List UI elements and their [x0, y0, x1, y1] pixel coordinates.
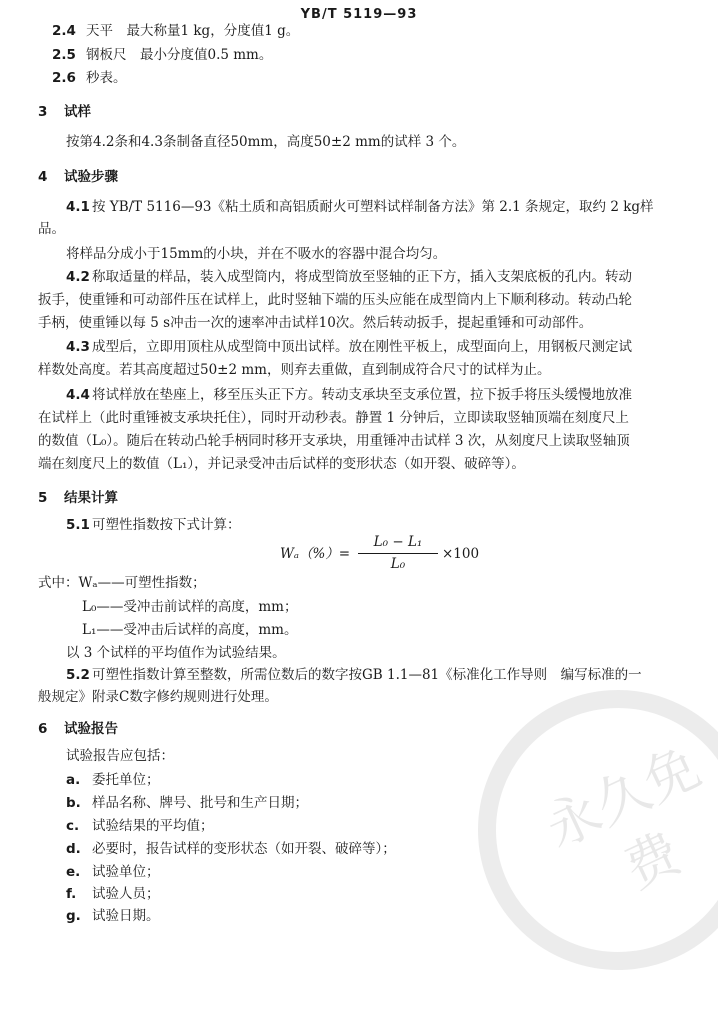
report-item: c. 试验结果的平均值；	[66, 818, 214, 834]
report-item: d. 必要时，报告试样的变形状态（如开裂、破碎等）；	[66, 841, 396, 857]
clause-4-1-para: 将样品分成小于15mm的小块，并在不吸水的容器中混合均匀。	[66, 246, 447, 262]
formula-numerator: L₀ − L₁	[358, 532, 438, 554]
report-item: a. 委托单位；	[66, 772, 160, 788]
report-intro: 试验报告应包括：	[66, 748, 174, 764]
formula-lhs: Wₐ（%）=	[280, 546, 351, 562]
result-note: 以 3 个试样的平均值作为试验结果。	[66, 645, 286, 661]
variable-definition: L₁——受冲击后试样的高度，mm。	[82, 622, 298, 638]
clause-4-2-line: 扳手，使重锤和可动部件压在试样上，此时竖轴下端的压头应能在成型筒内上下顺利移动。转动凸轮	[38, 292, 632, 308]
clause-5-1: 5.1 可塑性指数按下式计算：	[66, 517, 241, 533]
clause-4-1-line: 4.1 按 YB/T 5116—93《粘土质和高铝质耐火可塑料试样制备方法》第 2.1 条规定，取约 2 kg样	[66, 199, 654, 215]
clause-4-1-line: 品。	[38, 221, 65, 237]
clause-2-4: 2.4 天平 最大称量1 kg，分度值1 g。	[52, 23, 300, 39]
clause-4-4-line: 4.4 将试样放在垫座上，移至压头正下方。转动支承块至支承位置，拉下扳手将压头缓慢地放准	[66, 387, 632, 403]
clause-4-4-line: 端在刻度尺上的数值（L₁），并记录受冲击后试样的变形状态（如开裂、破碎等）。	[38, 456, 525, 472]
report-item: b. 样品名称、牌号、批号和生产日期；	[66, 795, 308, 811]
section-3-text: 按第4.2条和4.3条制备直径50mm，高度50±2 mm的试样 3 个。	[66, 134, 466, 150]
report-item: e. 试验单位；	[66, 864, 160, 880]
report-item: f. 试验人员；	[66, 886, 160, 902]
formula-fraction	[358, 532, 438, 575]
section-4-heading: 4 试验步骤	[38, 169, 118, 185]
clause-2-5: 2.5 钢板尺 最小分度值0.5 mm。	[52, 47, 273, 63]
variable-definition: L₀——受冲击前试样的高度，mm；	[82, 599, 298, 615]
section-6-heading: 6 试验报告	[38, 721, 118, 737]
clause-4-4-line: 在试样上（此时重锤被支承块托住），同时开动秒表。静置 1 分钟后，立即读取竖轴顶端在刻度尺上	[38, 410, 629, 426]
report-item: g. 试验日期。	[66, 908, 160, 924]
clause-4-4-line: 的数值（L₀）。随后在转动凸轮手柄同时移开支承块，用重锤冲击试样 3 次，从刻度尺上读取竖轴顶	[38, 433, 630, 449]
watermark-seal	[432, 644, 718, 1016]
section-3-heading: 3 试样	[38, 104, 91, 120]
watermark-text: 永久免费	[535, 734, 710, 901]
clause-4-3-line: 4.3 成型后，立即用顶柱从成型筒中顶出试样。放在刚性平板上，成型面向上，用钢板尺测定试	[66, 339, 632, 355]
clause-4-3-line: 样数处高度。若其高度超过50±2 mm，则弃去重做，直到制成符合尺寸的试样为止。	[38, 362, 551, 378]
formula-rhs: ×100	[442, 546, 480, 562]
clause-4-2-line: 4.2 称取适量的样品，装入成型筒内，将成型筒放至竖轴的正下方，插入支架底板的孔内。转动	[66, 269, 632, 285]
section-5-heading: 5 结果计算	[38, 490, 118, 506]
where-clause: 式中：Wₐ——可塑性指数；	[38, 575, 206, 591]
clause-2-6: 2.6 秒表。	[52, 70, 127, 86]
formula-denominator: L₀	[390, 556, 406, 572]
clause-5-2-line: 5.2 可塑性指数计算至整数，所需位数后的数字按GB 1.1—81《标准化工作导则 编写标准的一	[66, 667, 642, 683]
page-header: YB/T 5119—93	[300, 7, 418, 22]
clause-5-2-line: 般规定》附录C数字修约规则进行处理。	[38, 689, 278, 705]
clause-4-2-line: 手柄，使重锤以每 5 s冲击一次的速率冲击试样10次。然后转动扳手，提起重锤和可动部件。	[38, 315, 593, 331]
